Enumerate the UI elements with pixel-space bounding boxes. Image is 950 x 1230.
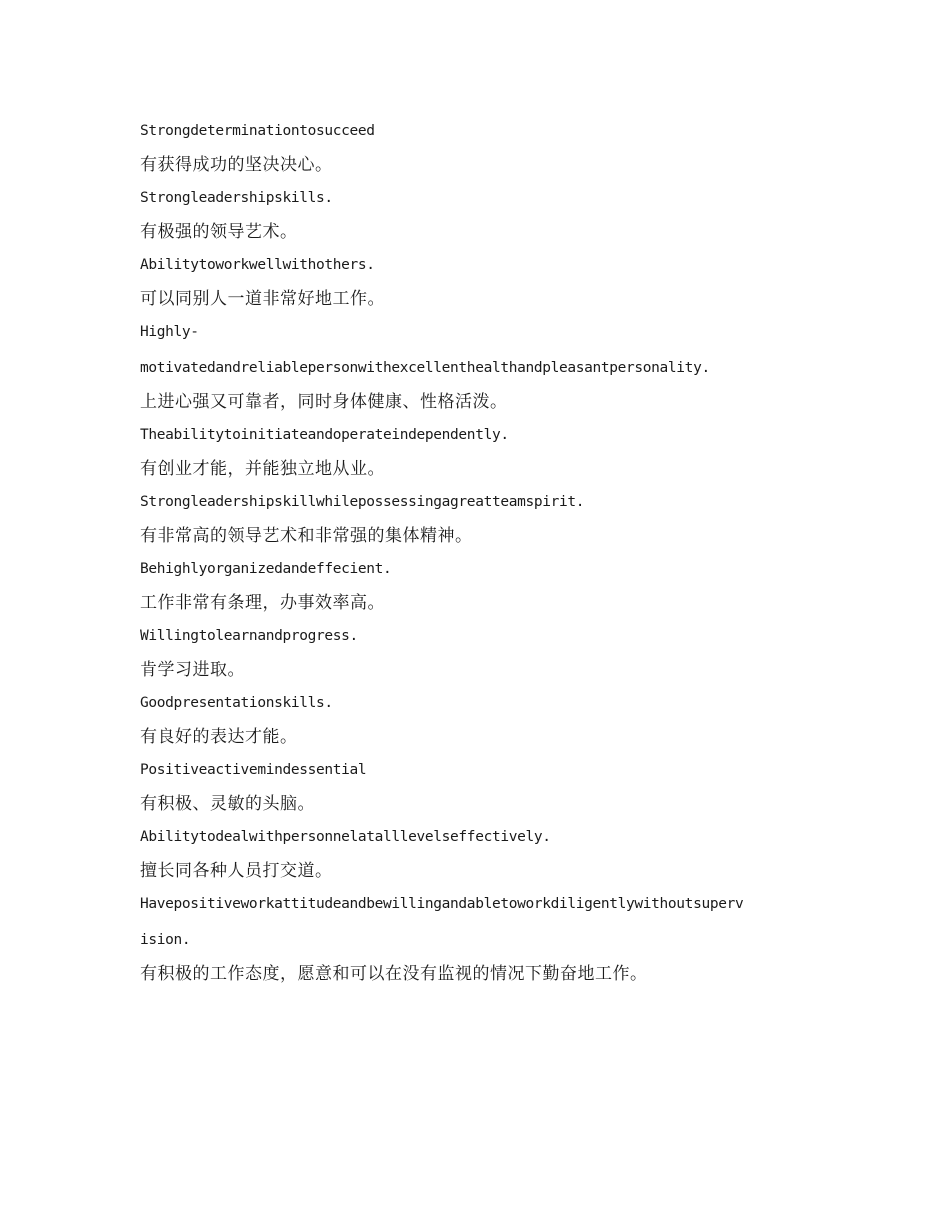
text-line-chinese: 上进心强又可靠者，同时身体健康、性格活泼。 (140, 391, 508, 412)
text-line-english: Willingtolearnandprogress. (140, 628, 358, 644)
text-line-chinese: 有创业才能，并能独立地从业。 (140, 458, 385, 479)
text-line-english: Positiveactivemindessential (140, 762, 367, 778)
text-line-english: Havepositiveworkattitudeandbewillingandabletoworkdiligentlywithoutsuperv (140, 896, 744, 912)
text-line-english: Strongleadershipskillwhilepossessingagreatteamspirit. (140, 494, 585, 510)
text-line-chinese: 有积极的工作态度，愿意和可以在没有监视的情况下勤奋地工作。 (140, 963, 648, 984)
text-line-english: Strongleadershipskills. (140, 190, 333, 206)
text-line-chinese: 擅长同各种人员打交道。 (140, 860, 333, 881)
text-line-english: motivatedandreliablepersonwithexcellenthealthandpleasantpersonality. (140, 360, 710, 376)
text-line-chinese: 有良好的表达才能。 (140, 726, 298, 747)
text-line-chinese: 肯学习进取。 (140, 659, 245, 680)
document-body (140, 119, 820, 995)
text-line-english: Theabilitytoinitiateandoperateindependently. (140, 427, 509, 443)
text-line-english: Strongdeterminationtosucceed (140, 123, 375, 139)
text-line-chinese: 可以同别人一道非常好地工作。 (140, 288, 385, 309)
text-line-chinese: 工作非常有条理，办事效率高。 (140, 592, 385, 613)
text-line-english: Abilitytodealwithpersonnelatalllevelseffectively. (140, 829, 551, 845)
text-line-english: ision. (140, 932, 191, 948)
text-line-english: Highly- (140, 324, 199, 340)
text-line-english: Goodpresentationskills. (140, 695, 333, 711)
text-line-chinese: 有非常高的领导艺术和非常强的集体精神。 (140, 525, 473, 546)
text-line-chinese: 有获得成功的坚决决心。 (140, 154, 333, 175)
text-line-english: Behighlyorganizedandeffecient. (140, 561, 392, 577)
text-line-chinese: 有积极、灵敏的头脑。 (140, 793, 315, 814)
text-line-english: Abilitytoworkwellwithothers. (140, 257, 375, 273)
text-line-chinese: 有极强的领导艺术。 (140, 221, 298, 242)
